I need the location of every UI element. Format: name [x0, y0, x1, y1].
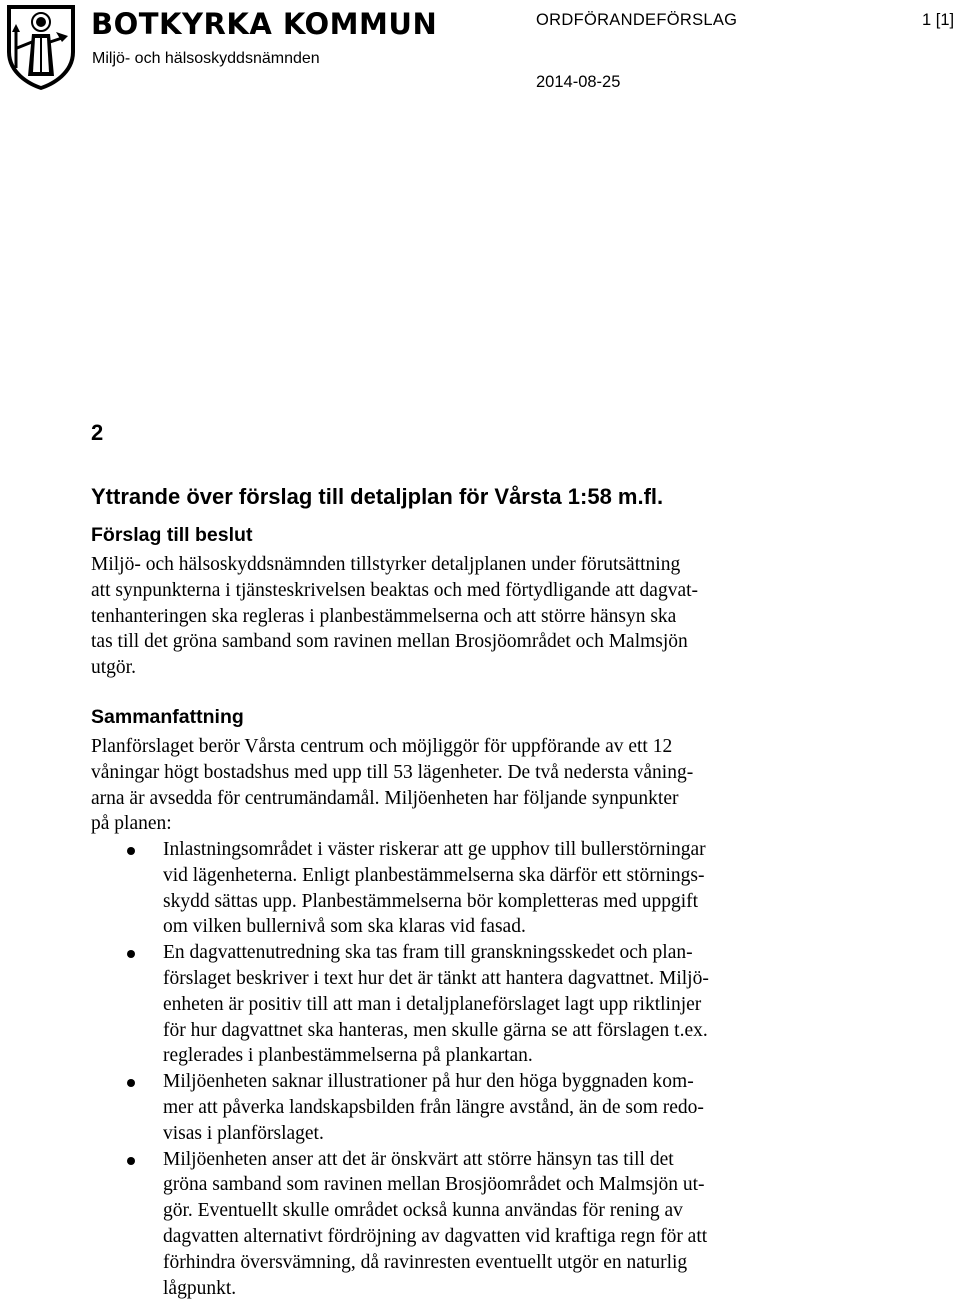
text-line: lågpunkt. [163, 1277, 237, 1299]
text-line: arna är avsedda för centrumändamål. Miljöenheten har följande synpunkter [91, 787, 679, 809]
list-item [91, 837, 851, 940]
document-date: 2014-08-25 [536, 73, 621, 91]
text-line: gör. Eventuellt skulle området också kunna användas för rening av [163, 1200, 683, 1222]
text-line: tas till det gröna samband som ravinen mellan Brosjöområdet och Malmsjön [91, 631, 688, 653]
document-type: ORDFÖRANDEFÖRSLAG [536, 11, 738, 29]
text-line: utgör. [91, 657, 136, 679]
text-line: reglerades i planbestämmelserna på plankartan. [163, 1045, 533, 1067]
organization-name: BOTKYRKA KOMMUN [91, 7, 438, 41]
text-line: tenhanteringen ska regleras i planbestämmelserna och att större hänsyn ska [91, 605, 677, 627]
bullet-icon [127, 847, 135, 855]
text-line: förslaget beskriver i text hur det är tänkt att hantera dagvattnet. Miljö- [163, 967, 709, 989]
coat-of-arms-logo [4, 2, 78, 92]
bullet-icon [127, 950, 135, 958]
summary-heading: Sammanfattning [91, 706, 244, 728]
list-item [91, 1069, 851, 1146]
text-line: skydd sättas upp. Planbestämmelserna bör kompletteras med uppgift [163, 890, 699, 912]
document-title: Yttrande över förslag till detaljplan för Vårsta 1:58 m.fl. [91, 484, 664, 509]
text-line: förhindra översvämning, då ravinresten eventuellt utgör en naturlig [163, 1251, 688, 1273]
bullet-icon [127, 1157, 135, 1165]
page-number: 1 [1] [922, 11, 955, 29]
item-number: 2 [91, 420, 104, 445]
department-name: Miljö- och hälsoskyddsnämnden [92, 50, 320, 67]
text-line: dagvatten alternativt fördröjning av dagvatten vid kraftiga regn för att [163, 1225, 708, 1247]
summary-paragraph [91, 734, 851, 837]
text-line: Miljöenheten anser att det är önskvärt att större hänsyn tas till det [163, 1148, 674, 1170]
text-line: våningar högt bostadshus med upp till 53 lägenheter. De två nedersta våning- [91, 761, 694, 783]
text-line: En dagvattenutredning ska tas fram till granskningsskedet och plan- [163, 942, 693, 964]
text-line: för hur dagvattnet ska hanteras, men skulle gärna se att förslagen t.ex. [163, 1019, 708, 1041]
text-line: gröna samband som ravinen mellan Brosjöområdet och Malmsjön ut- [163, 1174, 705, 1196]
text-line: vid lägenheterna. Enligt planbestämmelserna ska därför ett störnings- [163, 864, 705, 886]
text-line: Miljö- och hälsoskyddsnämnden tillstyrker detaljplanen under förutsättning [91, 554, 681, 575]
text-line: enheten är positiv till att man i detaljplaneförslaget lagt upp riktlinjer [163, 993, 702, 1015]
proposal-heading: Förslag till beslut [91, 524, 253, 546]
text-line: om vilken bullernivå som ska klaras vid fasad. [163, 916, 526, 938]
bullet-icon [127, 1079, 135, 1087]
text-line: Planförslaget berör Vårsta centrum och möjliggör för uppförande av ett 12 [91, 736, 673, 757]
text-line: på planen: [91, 813, 172, 835]
text-line: visas i planförslaget. [163, 1122, 324, 1144]
remarks-list [91, 837, 851, 1301]
text-line: Inlastningsområdet i väster riskerar att ge upphov till bullerstörningar [163, 839, 706, 860]
list-item [91, 1147, 851, 1302]
text-line: Miljöenheten saknar illustrationer på hur den höga byggnaden kom- [163, 1071, 694, 1093]
text-line: att synpunkterna i tjänsteskrivelsen beaktas och med förtydligande att dagvat- [91, 579, 699, 601]
text-line: mer att påverka landskapsbilden från längre avstånd, än de som redo- [163, 1096, 704, 1118]
list-item [91, 940, 851, 1069]
proposal-paragraph [91, 552, 851, 681]
